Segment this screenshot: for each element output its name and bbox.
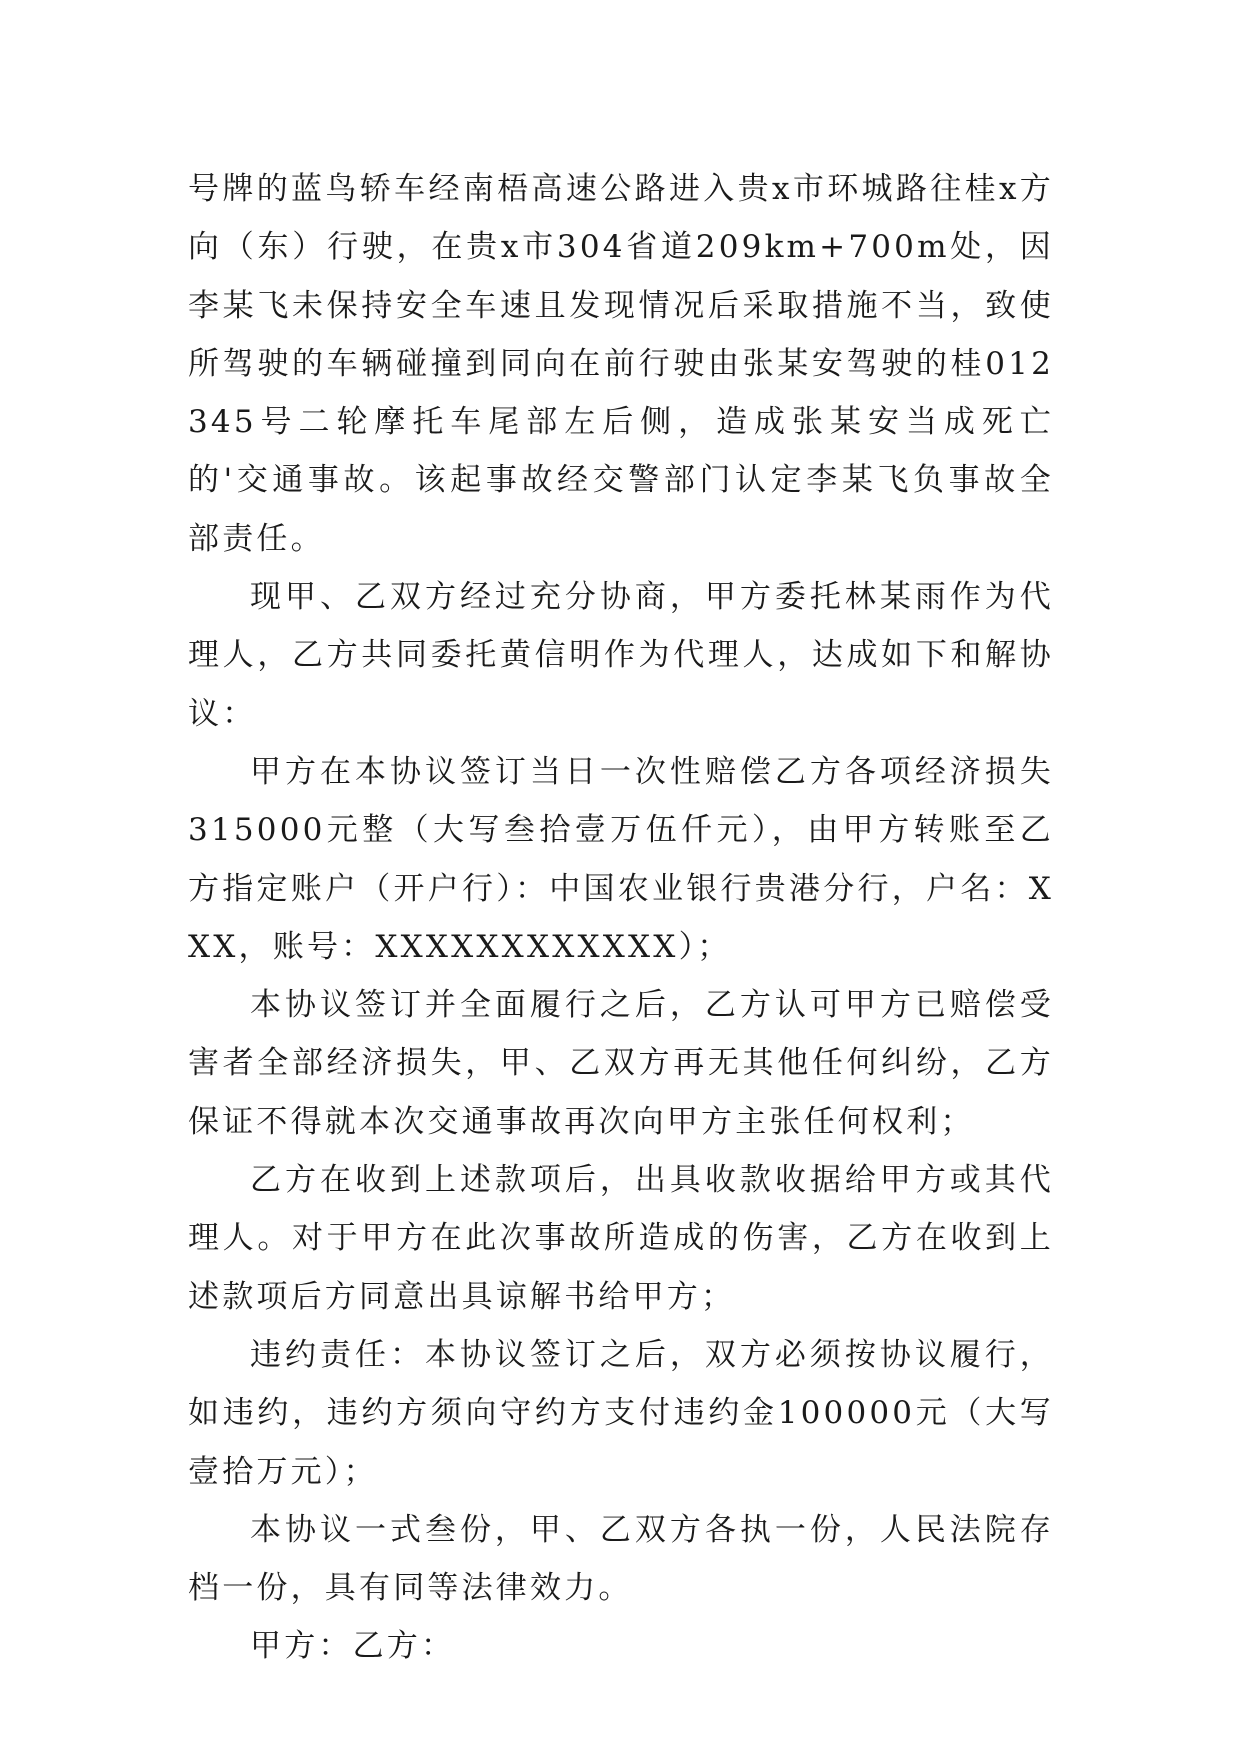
paragraph-copies-clause: 本协议一式叁份，甲、乙双方各执一份，人民法院存档一份，具有同等法律效力。 bbox=[188, 1511, 1054, 1607]
paragraph-agreement-intro: 现甲、乙双方经过充分协商，甲方委托林某雨作为代理人，乙方共同委托黄信明作为代理人，达成如下和解协议： bbox=[188, 579, 1054, 732]
paragraph-breach-liability: 违约责任：本协议签订之后，双方必须按协议履行，如违约，违约方须向守约方支付违约金100000元（大写壹拾万元）； bbox=[188, 1336, 1054, 1490]
paragraph-accident-facts: 号牌的蓝鸟轿车经南梧高速公路进入贵x市环城路往桂x方向（东）行驶，在贵x市304省道209km+700m处，因李某飞未保持安全车速且发现情况后采取措施不当，致使所驾驶的车辆碰撞到同向在前行驶由张某安驾驶的桂012345号二轮摩托车尾部左后侧，造成张某安当成死亡的'交通事故。该起事故经交警部门认定李某飞负事故全部责任。 bbox=[188, 171, 1054, 557]
document-body bbox=[188, 160, 1054, 1676]
paragraph-receipt-clause: 乙方在收到上述款项后，出具收款收据给甲方或其代理人。对于甲方在此次事故所造成的伤害，乙方在收到上述款项后方同意出具谅解书给甲方； bbox=[188, 1162, 1054, 1315]
paragraph-settlement-clause: 本协议签订并全面履行之后，乙方认可甲方已赔偿受害者全部经济损失，甲、乙双方再无其他任何纠纷，乙方保证不得就本次交通事故再次向甲方主张任何权利； bbox=[188, 987, 1054, 1140]
paragraph-signature-line: 甲方：乙方： bbox=[250, 1628, 456, 1665]
paragraph-compensation-terms: 甲方在本协议签订当日一次性赔偿乙方各项经济损失315000元整（大写叁拾壹万伍仟元），由甲方转账至乙方指定账户（开户行）：中国农业银行贵港分行，户名：XXX，账号：XXXXXXXXXXXX）； bbox=[188, 753, 1054, 965]
